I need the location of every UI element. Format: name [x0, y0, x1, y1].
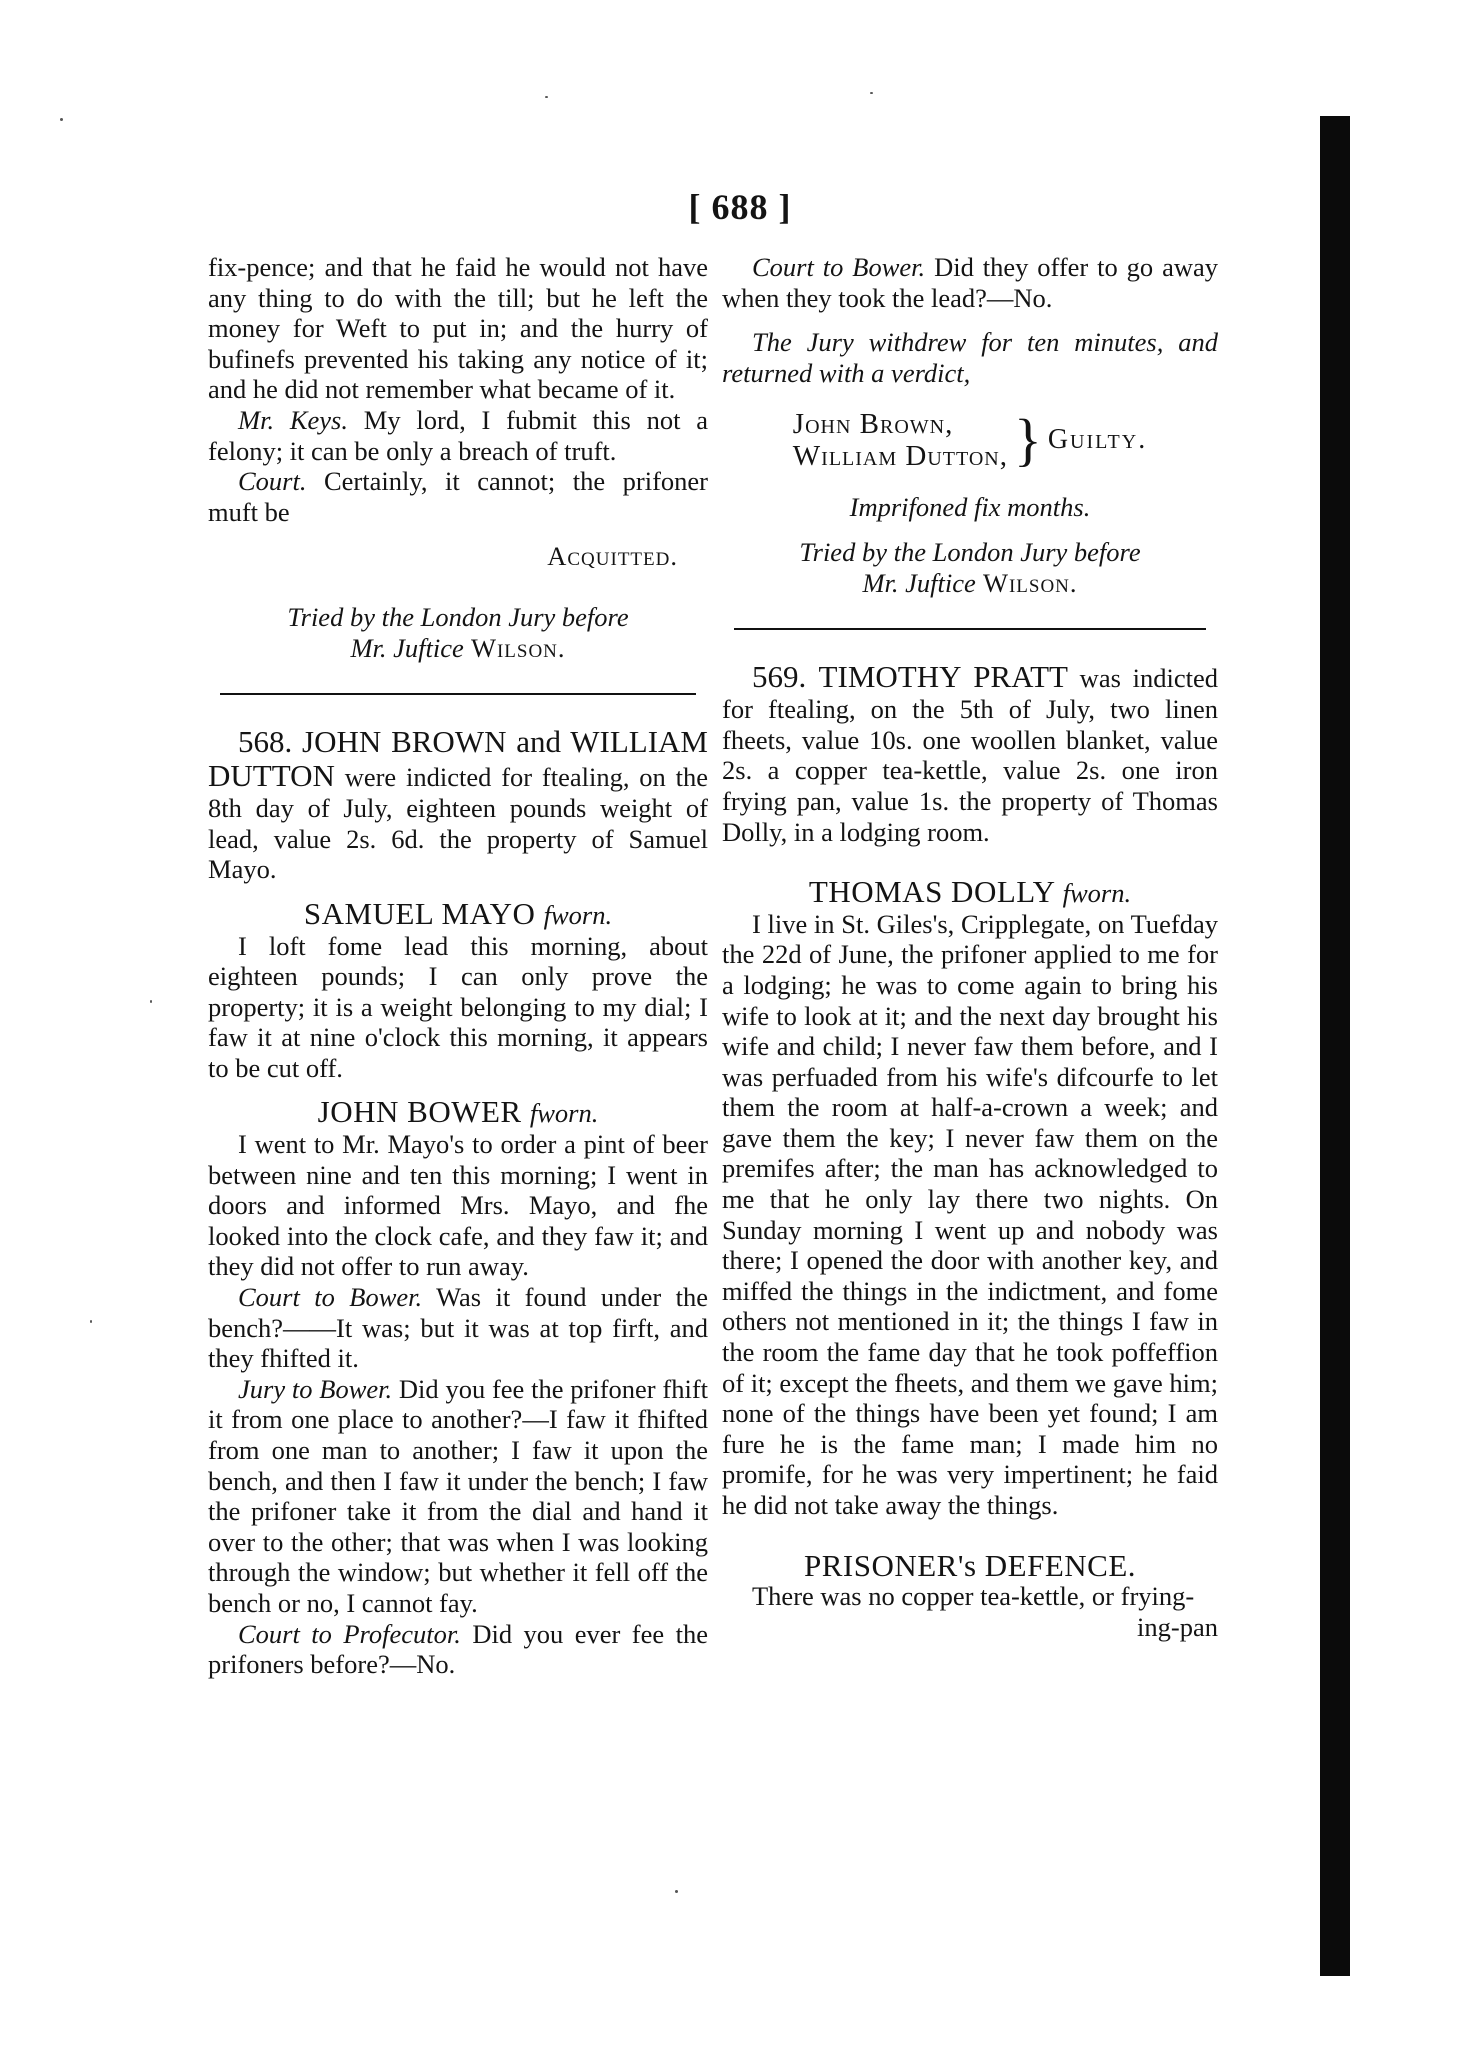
tried-by-line: Tried by the London Jury before [287, 601, 629, 632]
witness-name: SAMUEL MAYO [303, 895, 544, 931]
exchange [208, 1374, 708, 1619]
paragraph [208, 405, 708, 466]
witness-name: JOHN BOWER [317, 1094, 530, 1130]
witness-name: THOMAS DOLLY [808, 874, 1063, 910]
testimony: I went to Mr. Mayo's to order a pint of beer between nine and ten this morning; I went in doors and informed Mrs. Mayo, and fhe looked into the clock cafe, and they faw it; and they did not offer to run away. [208, 1129, 708, 1282]
scan-speck [675, 1890, 678, 1893]
verdict-block [722, 408, 1218, 472]
speaker-label: Court to Profecutor. [238, 1618, 461, 1649]
catchword: ing-pan [1137, 1611, 1218, 1642]
acquitted-verdict: Acquitted. [547, 541, 678, 572]
paragraph [208, 466, 708, 527]
left-column [208, 252, 708, 1680]
page-number: [ 688 ] [688, 187, 792, 227]
judge-title: Mr. Juftice [350, 632, 464, 663]
exchange [722, 252, 1218, 313]
brace-glyph: } [1013, 407, 1042, 473]
paragraph: fix-pence; and that he faid he would not have any thing to do with the till; but he left the money for Weft to put in; and the hurry of bufinefs prevented his taking any notice of it; and he did not remember what became of it. [208, 252, 708, 405]
exchange-text: Did they offer to go away when they took the lead?—No. [722, 252, 1218, 313]
verdict-defendants [793, 408, 1008, 472]
scan-speck [90, 1320, 92, 1323]
speaker-label: Jury to Bower. [238, 1373, 393, 1404]
case-text: were indicted for ftealing, on the 8th day of July, eighteen pounds weight of lead, value 2s. 6d. the property of Samuel Mayo. [208, 762, 708, 885]
case-paragraph [722, 660, 1218, 847]
defendant-name: William Dutton, [792, 440, 1008, 473]
witness-heading [722, 874, 1218, 910]
speech-text: Certainly, it cannot; the prifoner muft be [208, 466, 708, 527]
case-title: 569. TIMOTHY PRATT [752, 659, 1068, 695]
defence-text: There was no copper tea-kettle, or frying- [752, 1581, 1195, 1612]
sworn-label: fworn. [529, 1098, 599, 1129]
judge-name: Wilson. [463, 632, 566, 663]
case-title: 568. JOHN BROWN and WILLIAM DUTTON [208, 724, 708, 794]
exchange-text: Was it found under the bench?——It was; but it was at top firft, and they fhifted it. [208, 1282, 708, 1374]
jury-withdrew-note: The Jury withdrew for ten minutes, and returned with a verdict, [722, 327, 1218, 388]
judge-name: Wilson. [975, 567, 1078, 598]
tried-by-line: Tried by the London Jury before [799, 536, 1141, 567]
speech-text: My lord, I fubmit this not a felony; it can be only a breach of truft. [208, 404, 708, 466]
sworn-label: fworn. [1062, 878, 1132, 909]
exchange-text: Did you fee the prifoner fhift it from one place to another?—I faw it fhifted from one man to another; I faw it upon the bench, and then I faw it under the bench; I faw the prifoner take it from the dial and hand it over to the other; that was when I was looking through the window; but whether it fell off the bench or no, I cannot fay. [208, 1373, 709, 1618]
exchange [208, 1619, 708, 1680]
tried-by-judge [208, 633, 708, 664]
speaker-label: Court. [238, 466, 307, 497]
scan-speck [60, 118, 63, 121]
scan-edge-shadow [1320, 116, 1350, 1976]
speaker-label: Court to Bower. [752, 252, 926, 282]
speaker-label: Court to Bower. [238, 1282, 423, 1313]
case-text: was indicted for ftealing, on the 5th of July, two linen fheets, value 10s. one woollen blanket, value 2s. a copper tea-kettle, value 2s. one iron frying pan, value 1s. the property of Thomas Dolly, in a lodging room. [722, 663, 1218, 847]
guilty-verdict: Guilty. [1047, 424, 1148, 456]
defendant-name: John Brown, [792, 408, 954, 441]
sworn-label: fworn. [543, 899, 613, 930]
sentence: Imprifoned fix months. [849, 492, 1091, 523]
tried-by-judge [722, 568, 1218, 599]
exchange-text: Did you ever fee the prifoners before?—No. [208, 1618, 708, 1680]
testimony: I loft fome lead this morning, about eighteen pounds; I can only prove the property; it is a weight belonging to my dial; I faw it at nine o'clock this morning, it appears to be cut off. [208, 930, 708, 1083]
judge-title: Mr. Juftice [862, 567, 976, 598]
witness-heading [208, 895, 708, 931]
witness-heading [208, 1094, 708, 1130]
scan-speck [870, 92, 873, 94]
scan-speck [150, 1000, 152, 1003]
speaker-label: Mr. Keys. [238, 404, 348, 435]
exchange [208, 1282, 708, 1374]
testimony: I live in St. Giles's, Cripplegate, on Tuefday the 22d of June, the prifoner applied to me for a lodging; he was to come again to bring his wife to look at it; and the next day brought his wife and child; I never faw them before, and I was perfuaded from his wife's difcourfe to let them the room at half-a-crown a week; and gave them the key; I never faw them on the premifes after; the man has acknowledged to me that he only lay there two nights. On Sunday morning I went up and nobody was there; I opened the door with another key, and miffed the things in the indictment, and fome others not mentioned in it; the things I faw in the room the fame day that he took poffeffion of it; except the fheets, and them we gave him; none of the things have been yet found; I am fure he is the fame man; I made him no promife, for he was very impertinent; he faid he did not take away the things. [722, 908, 1218, 1520]
case-paragraph [208, 725, 708, 885]
defence-heading: PRISONER's DEFENCE. [803, 1547, 1137, 1583]
scan-speck [545, 96, 548, 98]
right-column [722, 252, 1218, 1642]
